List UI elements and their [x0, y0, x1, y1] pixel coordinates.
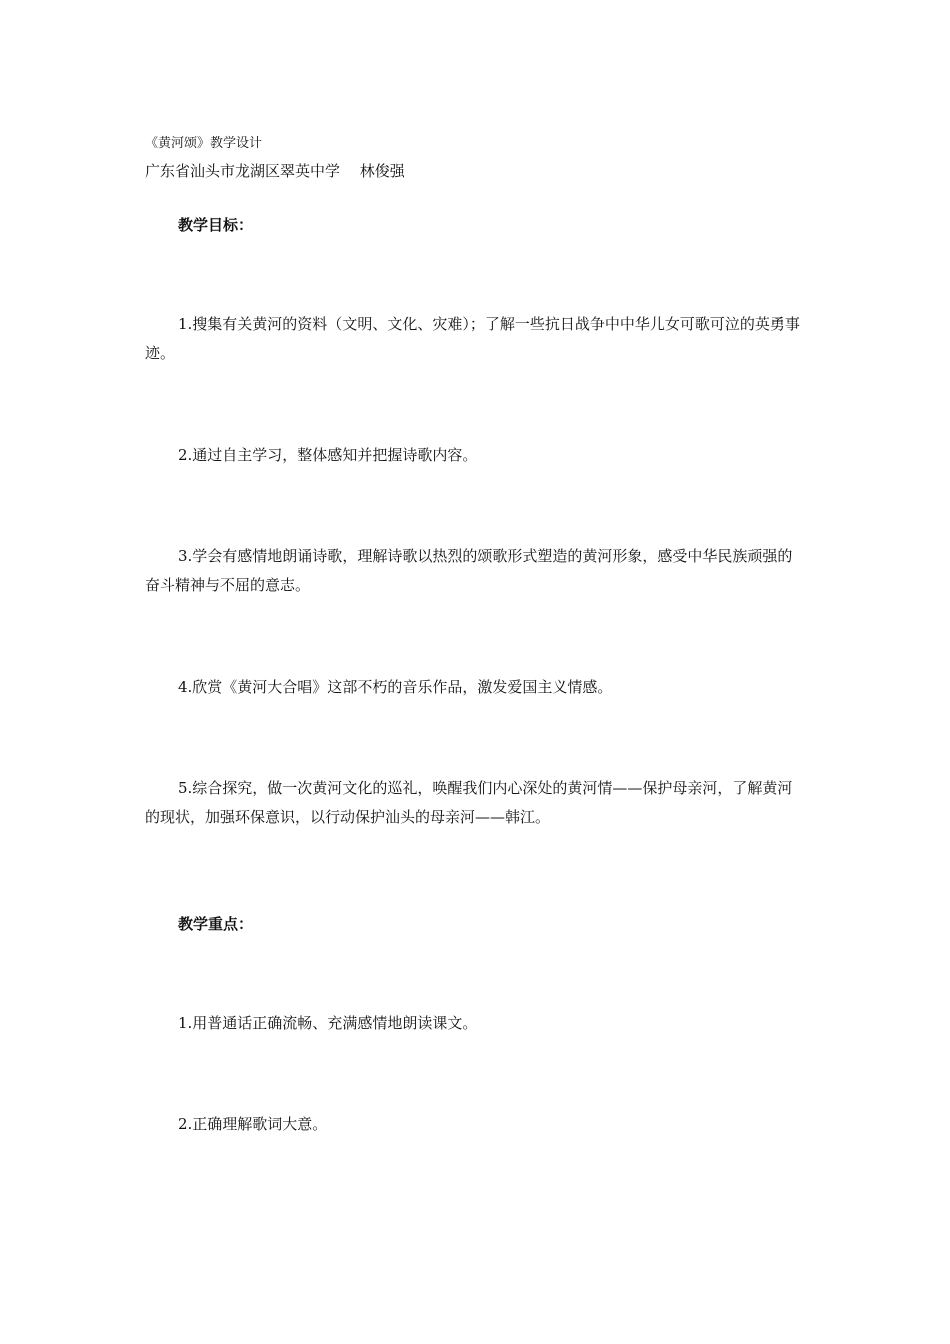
objective-item-1: 1.搜集有关黄河的资料（文明、文化、灾难）；了解一些抗日战争中中华儿女可歌可泣的英勇事迹。	[145, 315, 800, 362]
objective-item-3: 3.学会有感情地朗诵诗歌，理解诗歌以热烈的颂歌形式塑造的黄河形象，感受中华民族顽强的奋斗精神与不屈的意志。	[145, 547, 793, 594]
objective-item-2: 2.通过自主学习，整体感知并把握诗歌内容。	[178, 446, 478, 464]
section-heading-objectives: 教学目标：	[178, 216, 254, 234]
key-point-item-1: 1.用普通话正确流畅、充满感情地朗读课文。	[178, 1014, 478, 1032]
document-title: 《黄河颂》教学设计	[145, 136, 263, 151]
objective-item-4: 4.欣赏《黄河大合唱》这部不朽的音乐作品，激发爱国主义情感。	[178, 678, 613, 696]
author-line: 广东省汕头市龙湖区翠英中学 林俊强	[145, 162, 405, 180]
objective-item-5: 5.综合探究，做一次黄河文化的巡礼，唤醒我们内心深处的黄河情——保护母亲河，了解黄河的现状，加强环保意识，以行动保护汕头的母亲河——韩江。	[145, 779, 793, 826]
section-heading-key-points: 教学重点：	[178, 915, 254, 933]
key-point-item-2: 2.正确理解歌词大意。	[178, 1115, 328, 1133]
